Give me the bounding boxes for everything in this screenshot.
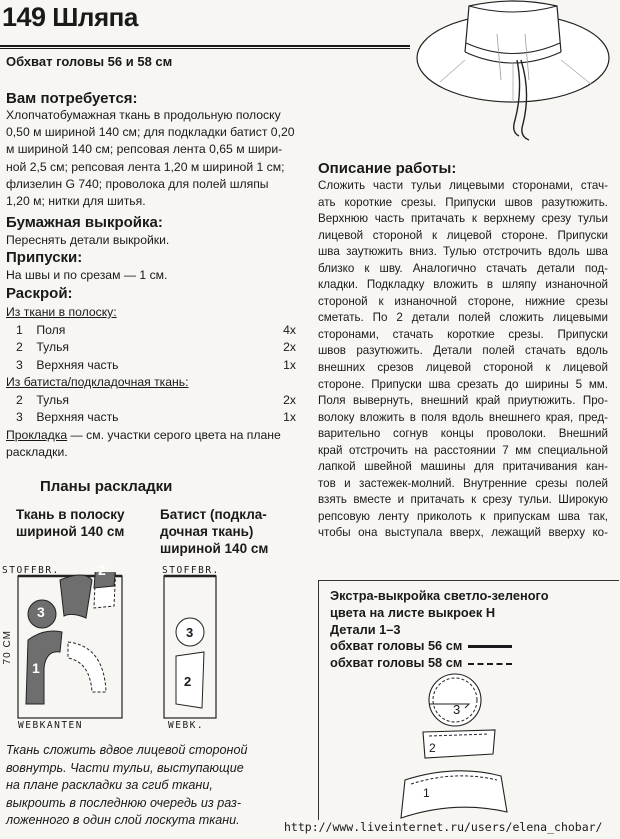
striped-title-line: шириной 140 см	[16, 524, 125, 539]
instructions-heading: Описание работы:	[318, 160, 457, 177]
instructions-line: лапкой швейной машины для притачивания кан-	[318, 460, 608, 474]
materials-heading: Вам потребуется:	[6, 90, 138, 107]
piece-number: 3	[16, 357, 23, 372]
size-56-line-sample	[468, 645, 512, 648]
interfacing-note	[6, 427, 296, 445]
fold-label-batiste: STOFFBR.	[162, 565, 220, 576]
materials-line: м шириной 140 см; репсовая лента 0,65 м шири-	[6, 142, 283, 157]
cutting-group-label: Из батиста/подкладочная ткань:	[6, 375, 189, 389]
striped-layout-diagram	[14, 572, 124, 722]
piece-qty: 4x	[283, 322, 296, 337]
instructions-line: тов и застежек-молний. Внутренние срезы полей	[318, 476, 608, 490]
piece-qty: 2x	[283, 392, 296, 407]
piece-name: Верхняя часть	[36, 410, 119, 424]
title-rule-thin	[0, 48, 410, 49]
instructions-line: шва заутюжить вниз. Тулью отстрочить вдоль шва	[318, 245, 608, 259]
instructions-line: Сложить части тульи лицевыми сторонами, стач-	[318, 179, 608, 192]
allowances-heading: Припуски:	[6, 249, 83, 266]
piece-label-3: 3	[37, 604, 45, 620]
layout-plans-heading: Планы раскладки	[40, 478, 173, 495]
layout-note	[6, 742, 306, 830]
length-label-striped: 70 CM	[2, 630, 13, 665]
instructions-line: ать короткие срезы. Припуски швов разутюжить.	[318, 195, 608, 209]
size-56-label: обхват головы 56 см	[330, 638, 463, 654]
page-title	[2, 2, 138, 33]
extra-piece-label-3: 3	[453, 702, 461, 717]
instructions-line: репсовую ленту приколоть к припускам шва так,	[318, 509, 608, 523]
extra-pattern-line: цвета на листе выкроек Н	[330, 604, 496, 620]
batiste-title-line: шириной 140 см	[160, 541, 269, 556]
instructions-text	[318, 178, 608, 542]
batiste-piece-label-2: 2	[184, 674, 192, 689]
fold-label-striped: STOFFBR.	[2, 565, 60, 576]
model-title: Шляпа	[52, 2, 138, 32]
source-url: http://www.liveinternet.ru/users/elena_chobar/	[284, 820, 603, 834]
extra-pattern-pieces	[395, 672, 555, 824]
interfacing-text: — см. участки серого цвета на плане	[67, 427, 281, 442]
piece-number: 2	[16, 340, 23, 354]
model-number: 149	[2, 2, 46, 32]
striped-title-line: Ткань в полоску	[16, 507, 125, 522]
materials-line: ной 2,5 см; репсовая лента 1,20 м шириной 1 см;	[6, 159, 285, 174]
cutting-group-label: Из ткани в полоску:	[6, 305, 117, 319]
cutting-row	[6, 409, 296, 427]
piece-name: Тулья	[36, 392, 70, 407]
materials-line: 0,50 м шириной 140 см; для подкладки батист 0,20	[6, 125, 295, 140]
instructions-line: стороне. Припуски шва срезать до ширины 5 мм.	[318, 377, 608, 391]
instructions-line: Верхнюю часть притачать к верхнему срезу тульи	[318, 212, 608, 226]
instructions-line: сметать. По 2 детали полей сложить лицевыми	[318, 311, 608, 325]
instructions-line: волоку вложить в поля вдоль внешнего края, пред-	[318, 410, 608, 424]
instructions-line: сторонами, стачать короткие срезы. Припуски	[318, 327, 608, 341]
instructions-line: чтобы она выступала вверх, лежащий вверху ко-	[318, 526, 608, 540]
cutting-row	[6, 357, 296, 375]
extra-pattern-line: Экстра-выкройка светло-зеленого	[330, 588, 549, 603]
extra-pattern-line: Детали 1–3	[330, 621, 401, 637]
hat-illustration	[405, 0, 617, 160]
paper-pattern-heading: Бумажная выкройка:	[6, 214, 163, 231]
materials-text	[6, 107, 296, 210]
piece-label-2: 2	[98, 562, 106, 578]
piece-name: Тулья	[36, 340, 70, 354]
materials-line: Хлопчатобумажная ткань в продольную полоску	[6, 108, 281, 122]
piece-name: Верхняя часть	[36, 357, 119, 372]
piece-qty: 2x	[283, 340, 296, 354]
layout-note-line: выкроить в последнюю очередь из раз-	[6, 795, 242, 810]
size-56-row	[330, 638, 549, 655]
size-58-label: обхват головы 58 см	[330, 655, 463, 671]
instructions-line: внешних срезов лицевой стороной к лицевой	[318, 361, 608, 375]
cutting-heading: Раскрой:	[6, 285, 73, 302]
cutting-row	[6, 339, 296, 357]
batiste-fabric-title	[160, 506, 268, 557]
instructions-line: лицевой стороной к лицевой стороне. Припуски	[318, 228, 608, 242]
extra-piece-label-2: 2	[429, 741, 436, 755]
instructions-line: близко к шву. Аналогично стачать детали под-	[318, 261, 608, 275]
instructions-line: стороной к изнаночной стороне, нижние срезы	[318, 294, 608, 308]
layout-note-line: ложенного в один слой лоскута ткани.	[6, 813, 240, 827]
size-58-line-sample	[468, 663, 512, 665]
batiste-layout-diagram	[160, 572, 220, 722]
piece-number: 2	[16, 392, 23, 407]
instructions-line: швов разутюжить. Детали полей стачать вдоль	[318, 344, 608, 358]
instructions-line: взять вместе и притачать к срезу тульи. Широкую	[318, 493, 608, 507]
size-58-row	[330, 655, 549, 672]
layout-note-line: на плане раскладки за сгиб ткани,	[6, 778, 213, 792]
interfacing-term: Прокладка	[6, 427, 68, 442]
selvedge-label-striped: WEBKANTEN	[18, 720, 83, 731]
materials-line: 1,20 м; нитки для шитья.	[6, 194, 146, 209]
piece-qty: 1x	[283, 410, 296, 424]
extra-piece-label-1: 1	[423, 786, 430, 800]
cutting-row	[6, 322, 296, 340]
cutting-list	[6, 304, 296, 462]
piece-qty: 1x	[283, 357, 296, 372]
cutting-row	[6, 392, 296, 410]
layout-note-line: Ткань сложить вдвое лицевой стороной	[6, 743, 248, 757]
paper-pattern-text: Переснять детали выкройки.	[6, 233, 170, 247]
instructions-line: Поля вывернуть, внешний край приутюжить. Про-	[318, 394, 608, 408]
layout-note-line: вовнутрь. Части тульи, выступающие	[6, 760, 244, 775]
batiste-piece-label-3: 3	[186, 625, 194, 640]
title-rule	[0, 45, 410, 47]
head-size-subtitle: Обхват головы 56 и 58 см	[6, 54, 173, 69]
materials-line: флизелин G 740; проволока для полей шляпы	[6, 176, 269, 191]
piece-name: Поля	[36, 322, 66, 337]
batiste-title-line: дочная ткань)	[160, 524, 254, 539]
instructions-line: край отстрочить на расстоянии 7 мм специальной	[318, 443, 608, 457]
batiste-title-line: Батист (подкла-	[160, 507, 267, 522]
extra-pattern-text	[330, 588, 549, 672]
piece-label-1: 1	[32, 660, 40, 676]
interfacing-note-cont: раскладки.	[6, 445, 68, 459]
selvedge-label-batiste: WEBK.	[168, 720, 205, 731]
piece-number: 1	[16, 322, 23, 337]
instructions-line: кладки. Подкладку вложить в шляпу изнаночной	[318, 278, 608, 292]
allowances-text: На швы и по срезам — 1 см.	[6, 268, 168, 282]
instructions-line: варительно согнув концы проволоки. Внешний	[318, 427, 608, 441]
piece-number: 3	[16, 410, 23, 424]
striped-fabric-title	[16, 506, 125, 540]
